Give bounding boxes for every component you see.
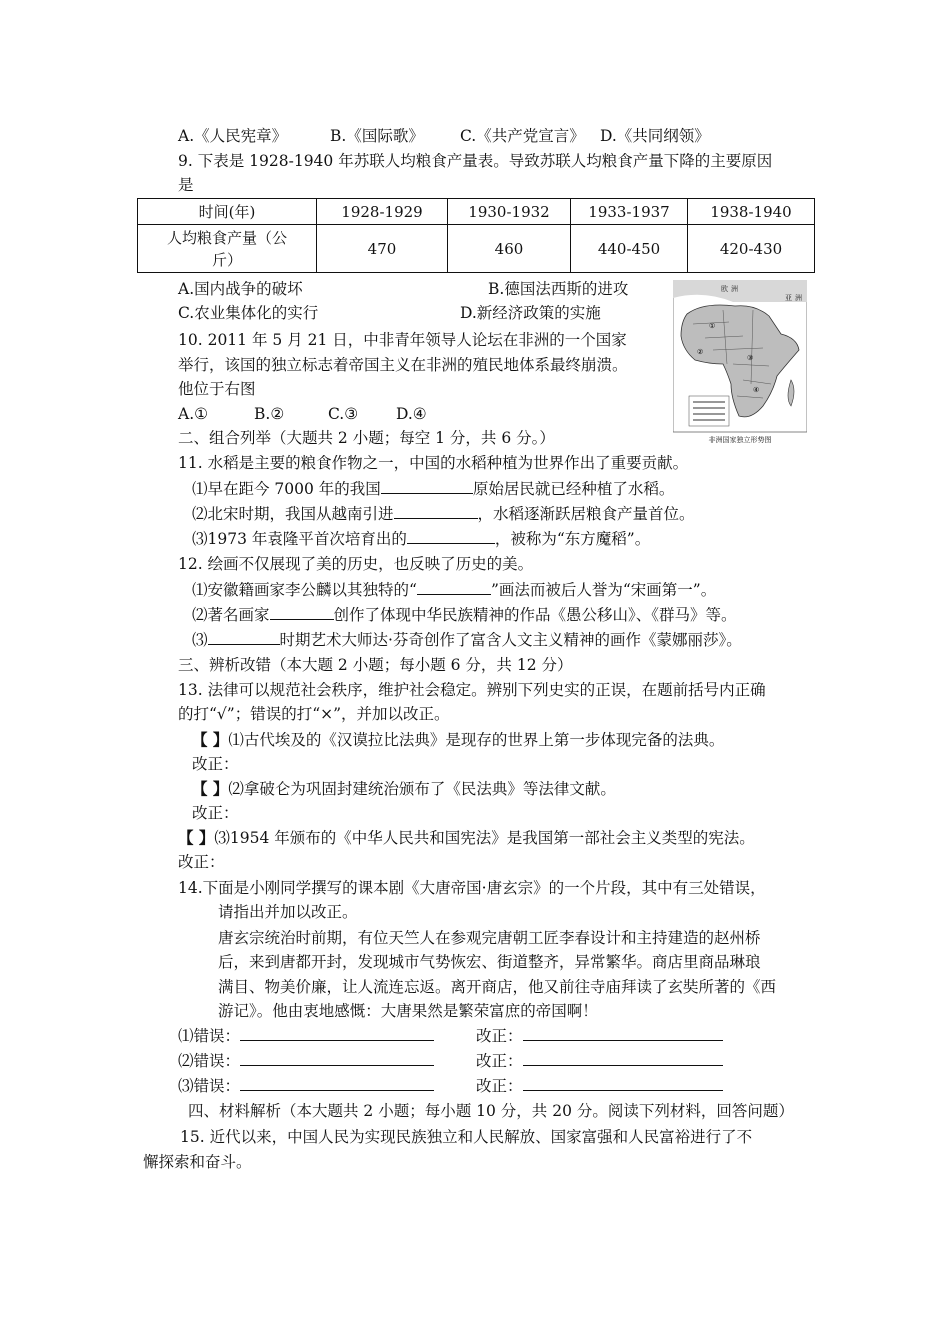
map-marker-4: ④ xyxy=(753,386,760,394)
q12-sub1-text-a: ⑴安徽籍画家李公麟以其独特的“ xyxy=(192,581,417,599)
q11-blank-3[interactable] xyxy=(407,527,495,544)
q12-sub2-text-b: 创作了体现中华民族精神的作品《愚公移山》、《群马》等。 xyxy=(333,606,737,624)
q13-bracket-2[interactable]: 【 】 xyxy=(192,779,229,798)
q12-blank-1[interactable] xyxy=(417,578,491,595)
q14-fix-blank-2[interactable] xyxy=(523,1049,723,1066)
q14-answer-row-1 xyxy=(178,1024,723,1048)
table-row-label xyxy=(138,225,317,273)
q12-sub3-text-a: ⑶ xyxy=(192,631,208,649)
q10-option-b: B.② xyxy=(254,405,285,423)
q14-passage-line3: 满目、物美价廉，让人流连忘返。离开商店，他又前往寺庙拜读了玄奘所著的《西 xyxy=(218,978,777,996)
q14-stem-line1: 14.下面是小刚同学撰写的课本剧《大唐帝国·唐玄宗》的一个片段，其中有三处错误， xyxy=(178,879,766,897)
q12-sub1 xyxy=(192,578,716,602)
map-label-europe-2: 洲 xyxy=(731,285,738,293)
q14-answer-row-3 xyxy=(178,1074,723,1098)
q13-item-1-text: ⑴古代埃及的《汉谟拉比法典》是现存的世界上第一步体现完备的法典。 xyxy=(228,731,725,749)
table-row-label-line2: 斤） xyxy=(211,250,242,269)
q11-sub2 xyxy=(192,502,695,526)
q12-sub2-text-a: ⑵著名画家 xyxy=(192,606,270,624)
q13-item-3-text: ⑶1954 年颁布的《中华人民共和国宪法》是我国第一部社会主义类型的宪法。 xyxy=(214,829,755,847)
q10-stem-line3: 他位于右图 xyxy=(178,380,256,398)
table-header-cell: 时间(年) xyxy=(138,199,317,225)
q9-stem-cont: 是 xyxy=(178,176,194,194)
q9-table xyxy=(137,198,815,273)
table-header-row xyxy=(138,199,815,225)
q13-item-2 xyxy=(192,777,616,801)
q14-error-label-3: ⑶错误： xyxy=(178,1077,241,1095)
q8-option-b: B.《国际歌》 xyxy=(330,127,424,145)
q10-stem-line2: 举行，该国的独立标志着帝国主义在非洲的殖民地体系最终崩溃。 xyxy=(178,356,628,374)
q8-option-a: A.《人民宪章》 xyxy=(178,127,288,145)
q11-sub3-text-b: ，被称为“东方魔稻”。 xyxy=(494,530,651,548)
table-cell: 420-430 xyxy=(688,225,815,273)
table-header-cell: 1930-1932 xyxy=(448,199,571,225)
q14-error-label-1: ⑴错误： xyxy=(178,1027,241,1045)
q14-error-blank-1[interactable] xyxy=(240,1024,434,1041)
q12-sub2 xyxy=(192,603,737,627)
map-caption: 非洲国家独立形势图 xyxy=(708,436,772,444)
table-cell: 470 xyxy=(317,225,448,273)
q13-stem-line2: 的打“√”；错误的打“×”，并加以改正。 xyxy=(178,705,450,723)
q14-error-blank-3[interactable] xyxy=(240,1074,434,1091)
q10-stem-line1: 10. 2011 年 5 月 21 日，中非青年领导人论坛在非洲的一个国家 xyxy=(178,331,627,349)
q14-stem-line2: 请指出并加以改正。 xyxy=(218,903,358,921)
section-4-heading: 四、材料解析（本大题共 2 小题；每小题 10 分，共 20 分。阅读下列材料，回答问题） xyxy=(188,1102,794,1120)
q8-option-c: C.《共产党宣言》 xyxy=(460,127,585,145)
q11-sub3 xyxy=(192,527,650,551)
q9-options-row1 xyxy=(178,277,628,301)
q9-option-a: A.国内战争的破坏 xyxy=(178,280,303,298)
q14-fix-blank-3[interactable] xyxy=(523,1074,723,1091)
q11-sub1 xyxy=(192,477,674,501)
q12-sub3 xyxy=(192,628,742,652)
map-marker-2: ② xyxy=(697,348,704,356)
q11-sub1-text-b: 原始居民就已经种植了水稻。 xyxy=(472,480,675,498)
q10-option-a: A.① xyxy=(178,405,209,423)
q14-answer-row-2 xyxy=(178,1049,723,1073)
table-header-cell: 1938-1940 xyxy=(688,199,815,225)
map-label-asia-1: 亚 xyxy=(785,294,792,302)
q9-stem: 9. 下表是 1928-1940 年苏联人均粮食产量表。导致苏联人均粮食产量下降的主要原因 xyxy=(178,152,773,170)
q9-options-row2 xyxy=(178,301,601,325)
q11-blank-2[interactable] xyxy=(394,502,478,519)
q10-options xyxy=(178,402,427,426)
q13-item-3 xyxy=(178,826,755,850)
q11-sub2-text-b: ，水稻逐渐跃居粮食产量首位。 xyxy=(477,505,695,523)
map-label-asia-2: 洲 xyxy=(795,294,802,302)
table-cell: 440-450 xyxy=(571,225,688,273)
q14-fix-label-3: 改正： xyxy=(476,1077,523,1095)
q12-stem: 12. 绘画不仅展现了美的历史，也反映了历史的美。 xyxy=(178,555,534,573)
q14-fix-blank-1[interactable] xyxy=(523,1024,723,1041)
table-header-cell: 1928-1929 xyxy=(317,199,448,225)
q13-bracket-1[interactable]: 【 】 xyxy=(192,730,229,749)
q14-error-label-2: ⑵错误： xyxy=(178,1052,241,1070)
q13-bracket-3[interactable]: 【 】 xyxy=(178,828,215,847)
table-cell: 460 xyxy=(448,225,571,273)
q9-option-b: B.德国法西斯的进攻 xyxy=(488,280,629,298)
q13-item-1 xyxy=(192,728,724,752)
q14-fix-label-1: 改正： xyxy=(476,1027,523,1045)
q14-fix-label-2: 改正： xyxy=(476,1052,523,1070)
q13-item-2-text: ⑵拿破仑为巩固封建统治颁布了《民法典》等法律文献。 xyxy=(228,780,616,798)
q11-blank-1[interactable] xyxy=(381,477,473,494)
q11-sub1-text-a: ⑴早在距今 7000 年的我国 xyxy=(192,480,381,498)
q12-sub1-text-b: ”画法而被后人誉为“宋画第一”。 xyxy=(490,581,717,599)
q9-option-c: C.农业集体化的实行 xyxy=(178,304,319,322)
q12-blank-2[interactable] xyxy=(270,603,334,620)
map-marker-1: ① xyxy=(709,322,716,330)
q10-option-d: D.④ xyxy=(396,405,427,423)
q14-passage-line4: 游记》。他由衷地感慨：大唐果然是繁荣富庶的帝国啊！ xyxy=(218,1002,598,1020)
q15-stem-line1: 15. 近代以来，中国人民为实现民族独立和人民解放、国家富强和人民富裕进行了不 xyxy=(180,1128,753,1146)
q12-blank-3[interactable] xyxy=(208,628,280,645)
q10-option-c: C.③ xyxy=(328,405,359,423)
africa-map xyxy=(673,280,807,446)
q11-stem: 11. 水稻是主要的粮食作物之一，中国的水稻种植为世界作出了重要贡献。 xyxy=(178,454,689,472)
section-2-heading: 二、组合列举（大题共 2 小题；每空 1 分，共 6 分。） xyxy=(178,429,555,447)
q12-sub3-text-b: 时期艺术大师达·芬奇创作了富含人文主义精神的画作《蒙娜丽莎》。 xyxy=(279,631,742,649)
q13-correction-1: 改正： xyxy=(192,755,239,773)
map-label-europe-1: 欧 xyxy=(721,285,728,293)
q13-correction-3: 改正： xyxy=(178,853,225,871)
q14-error-blank-2[interactable] xyxy=(240,1049,434,1066)
section-3-heading: 三、辨析改错（本大题 2 小题；每小题 6 分，共 12 分） xyxy=(178,656,573,674)
q14-passage-line1: 唐玄宗统治时前期，有位天竺人在参观完唐朝工匠李春设计和主持建造的赵州桥 xyxy=(218,929,761,947)
q13-correction-2: 改正： xyxy=(192,804,239,822)
table-header-cell: 1933-1937 xyxy=(571,199,688,225)
table-row xyxy=(138,225,815,273)
q15-stem-line2: 懈探索和奋斗。 xyxy=(143,1153,252,1171)
q13-stem-line1: 13. 法律可以规范社会秩序，维护社会稳定。辨别下列史实的正误，在题前括号内正确 xyxy=(178,681,766,699)
q8-options xyxy=(178,124,710,148)
q8-option-d: D.《共同纲领》 xyxy=(600,127,710,145)
q14-passage-line2: 后，来到唐都开封，发现城市气势恢宏、街道整齐，异常繁华。商店里商品琳琅 xyxy=(218,953,761,971)
q11-sub2-text-a: ⑵北宋时期，我国从越南引进 xyxy=(192,505,394,523)
map-marker-3: ③ xyxy=(747,354,754,362)
q9-option-d: D.新经济政策的实施 xyxy=(460,304,601,322)
table-row-label-line1: 人均粮食产量（公 xyxy=(166,228,287,247)
q11-sub3-text-a: ⑶1973 年袁隆平首次培育出的 xyxy=(192,530,407,548)
